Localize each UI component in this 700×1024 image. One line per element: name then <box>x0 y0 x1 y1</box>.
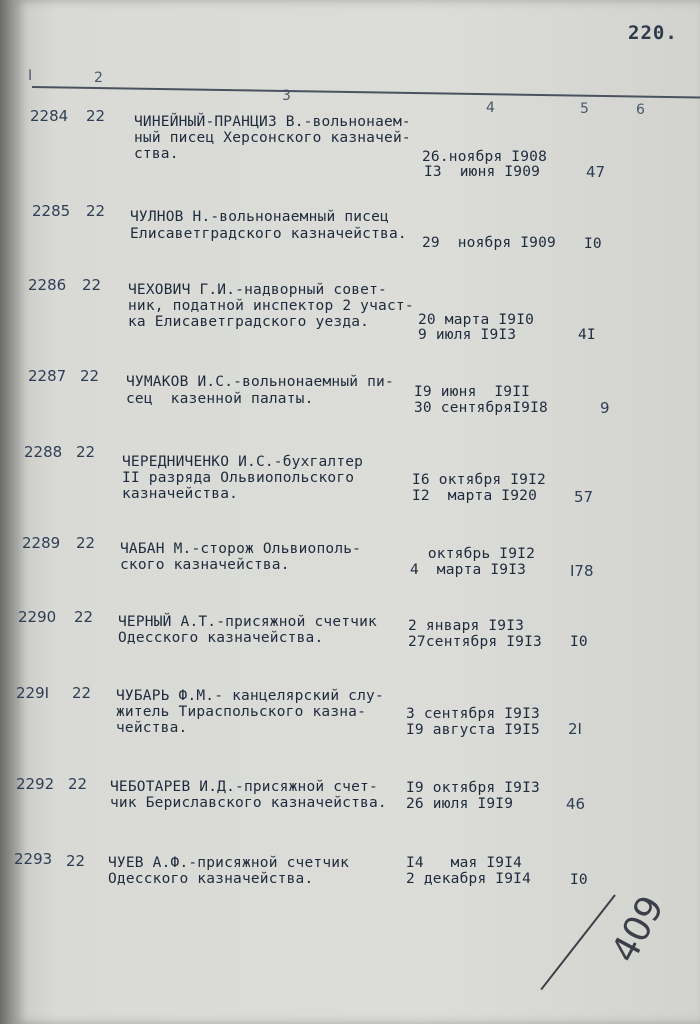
record-line: ный писец Херсонского казначей- <box>134 130 411 146</box>
record-line: ка Елисаветградского уезда. <box>128 314 370 330</box>
record-fond: 22 <box>80 367 100 385</box>
record-line: ЧУМАКОВ И.С.-вольнонаемный пи- <box>126 374 394 390</box>
record-date: 26.ноября I908 <box>422 149 548 165</box>
record-line: ЧЕХОВИЧ Г.И.-надворный совет- <box>128 282 387 298</box>
record-date: I4 мая I9I4 <box>406 855 523 871</box>
record-line: ЧУЕВ А.Ф.-присяжной счетчик <box>108 855 350 871</box>
record-fond: 22 <box>68 775 88 793</box>
record-number: 2293 <box>14 850 53 868</box>
record-line: чейства. <box>116 720 188 736</box>
record-number: 2288 <box>24 443 63 461</box>
record-count: 46 <box>566 795 586 813</box>
record-line: Елисаветградского казначейства. <box>130 226 407 242</box>
record-count: I0 <box>584 236 602 252</box>
record-number: 2289 <box>22 534 61 552</box>
record-number: 229I <box>16 684 50 702</box>
record-number: 2290 <box>18 608 57 626</box>
record-line: казначейства. <box>122 486 239 502</box>
record-date: 3 сентября I9I3 <box>406 706 540 722</box>
col-header-1: I <box>28 68 33 84</box>
col-header-4: 4 <box>486 100 495 116</box>
record-number: 2284 <box>30 107 69 125</box>
col-header-2: 2 <box>94 70 103 86</box>
record-date: 26 июля I9I9 <box>406 796 514 812</box>
col-header-6: 6 <box>636 102 645 118</box>
record-fond: 22 <box>74 608 94 626</box>
record-date: октябрь I9I2 <box>410 546 536 562</box>
header-rule <box>32 86 700 99</box>
record-date: 27сентября I9I3 <box>408 634 542 650</box>
record-number: 2286 <box>28 276 67 294</box>
record-fond: 22 <box>76 443 96 461</box>
record-fond: 22 <box>76 534 96 552</box>
record-date: I6 октября I9I2 <box>412 472 546 488</box>
record-fond: 22 <box>86 107 106 125</box>
record-count: I0 <box>570 872 588 888</box>
record-line: ЧАБАН М.-сторож Ольвиополь- <box>120 541 362 557</box>
record-line: ЧЕРЕДНИЧЕНКО И.С.-бухгалтер <box>122 454 364 470</box>
folio-slash <box>540 894 615 990</box>
record-line: ства. <box>134 146 179 162</box>
record-number: 2287 <box>28 367 67 385</box>
record-count: 4I <box>578 327 596 343</box>
folio-mark: 409 <box>604 889 673 970</box>
record-date: I3 июня I909 <box>424 164 541 180</box>
record-date: I9 августа I9I5 <box>406 722 540 738</box>
record-date: I9 октября I9I3 <box>406 780 540 796</box>
record-count: 2I <box>568 720 582 738</box>
page-number: 220. <box>628 22 678 44</box>
col-header-3: 3 <box>282 88 291 104</box>
record-date: 9 июля I9I3 <box>418 327 517 343</box>
record-line: сец казенной палаты. <box>126 391 314 407</box>
record-number: 2285 <box>32 202 71 220</box>
record-count: 57 <box>574 488 594 506</box>
record-count: I78 <box>570 562 594 580</box>
record-fond: 22 <box>82 276 102 294</box>
record-line: ник, податной инспектор 2 участ- <box>128 298 414 314</box>
record-fond: 22 <box>66 852 86 870</box>
record-date: 2 января I9I3 <box>408 618 525 634</box>
record-date: 4 марта I9I3 <box>410 562 527 578</box>
record-line: чик Бериславского казначейства. <box>110 795 387 811</box>
record-date: I9 июня I9II <box>414 384 531 400</box>
record-line: ского казначейства. <box>120 557 290 573</box>
record-fond: 22 <box>72 684 92 702</box>
record-line: житель Тираспольского казна- <box>116 704 367 720</box>
record-count: 9 <box>600 399 610 417</box>
record-line: ЧУБАРЬ Ф.М.- канцелярский слу- <box>116 688 384 704</box>
record-date: 2 декабря I9I4 <box>406 871 532 887</box>
record-line: ЧЕРНЫЙ А.Т.-присяжной счетчик <box>118 614 377 630</box>
record-count: 47 <box>586 163 606 181</box>
record-line: Одесского казначейства. <box>108 871 314 887</box>
binding-edge <box>0 0 14 1024</box>
record-count: I0 <box>570 634 588 650</box>
record-line: II разряда Ольвиопольского <box>122 470 355 486</box>
col-header-5: 5 <box>580 101 589 117</box>
record-line: ЧИНЕЙНЫЙ-ПРАНЦИЗ В.-вольнонаем- <box>134 114 411 130</box>
record-date: 29 ноября I909 <box>422 235 556 251</box>
record-number: 2292 <box>16 775 55 793</box>
record-date: 30 сентябряI9I8 <box>414 400 548 416</box>
record-line: Одесского казначейства. <box>118 630 324 646</box>
record-fond: 22 <box>86 202 106 220</box>
record-date: 20 марта I9I0 <box>418 312 535 328</box>
document-page <box>14 0 700 1024</box>
record-date: I2 марта I920 <box>412 488 538 504</box>
record-line: ЧУЛНОВ Н.-вольнонаемный писец <box>130 209 389 225</box>
record-line: ЧЕБОТАРЕВ И.Д.-присяжной счет- <box>110 779 378 795</box>
